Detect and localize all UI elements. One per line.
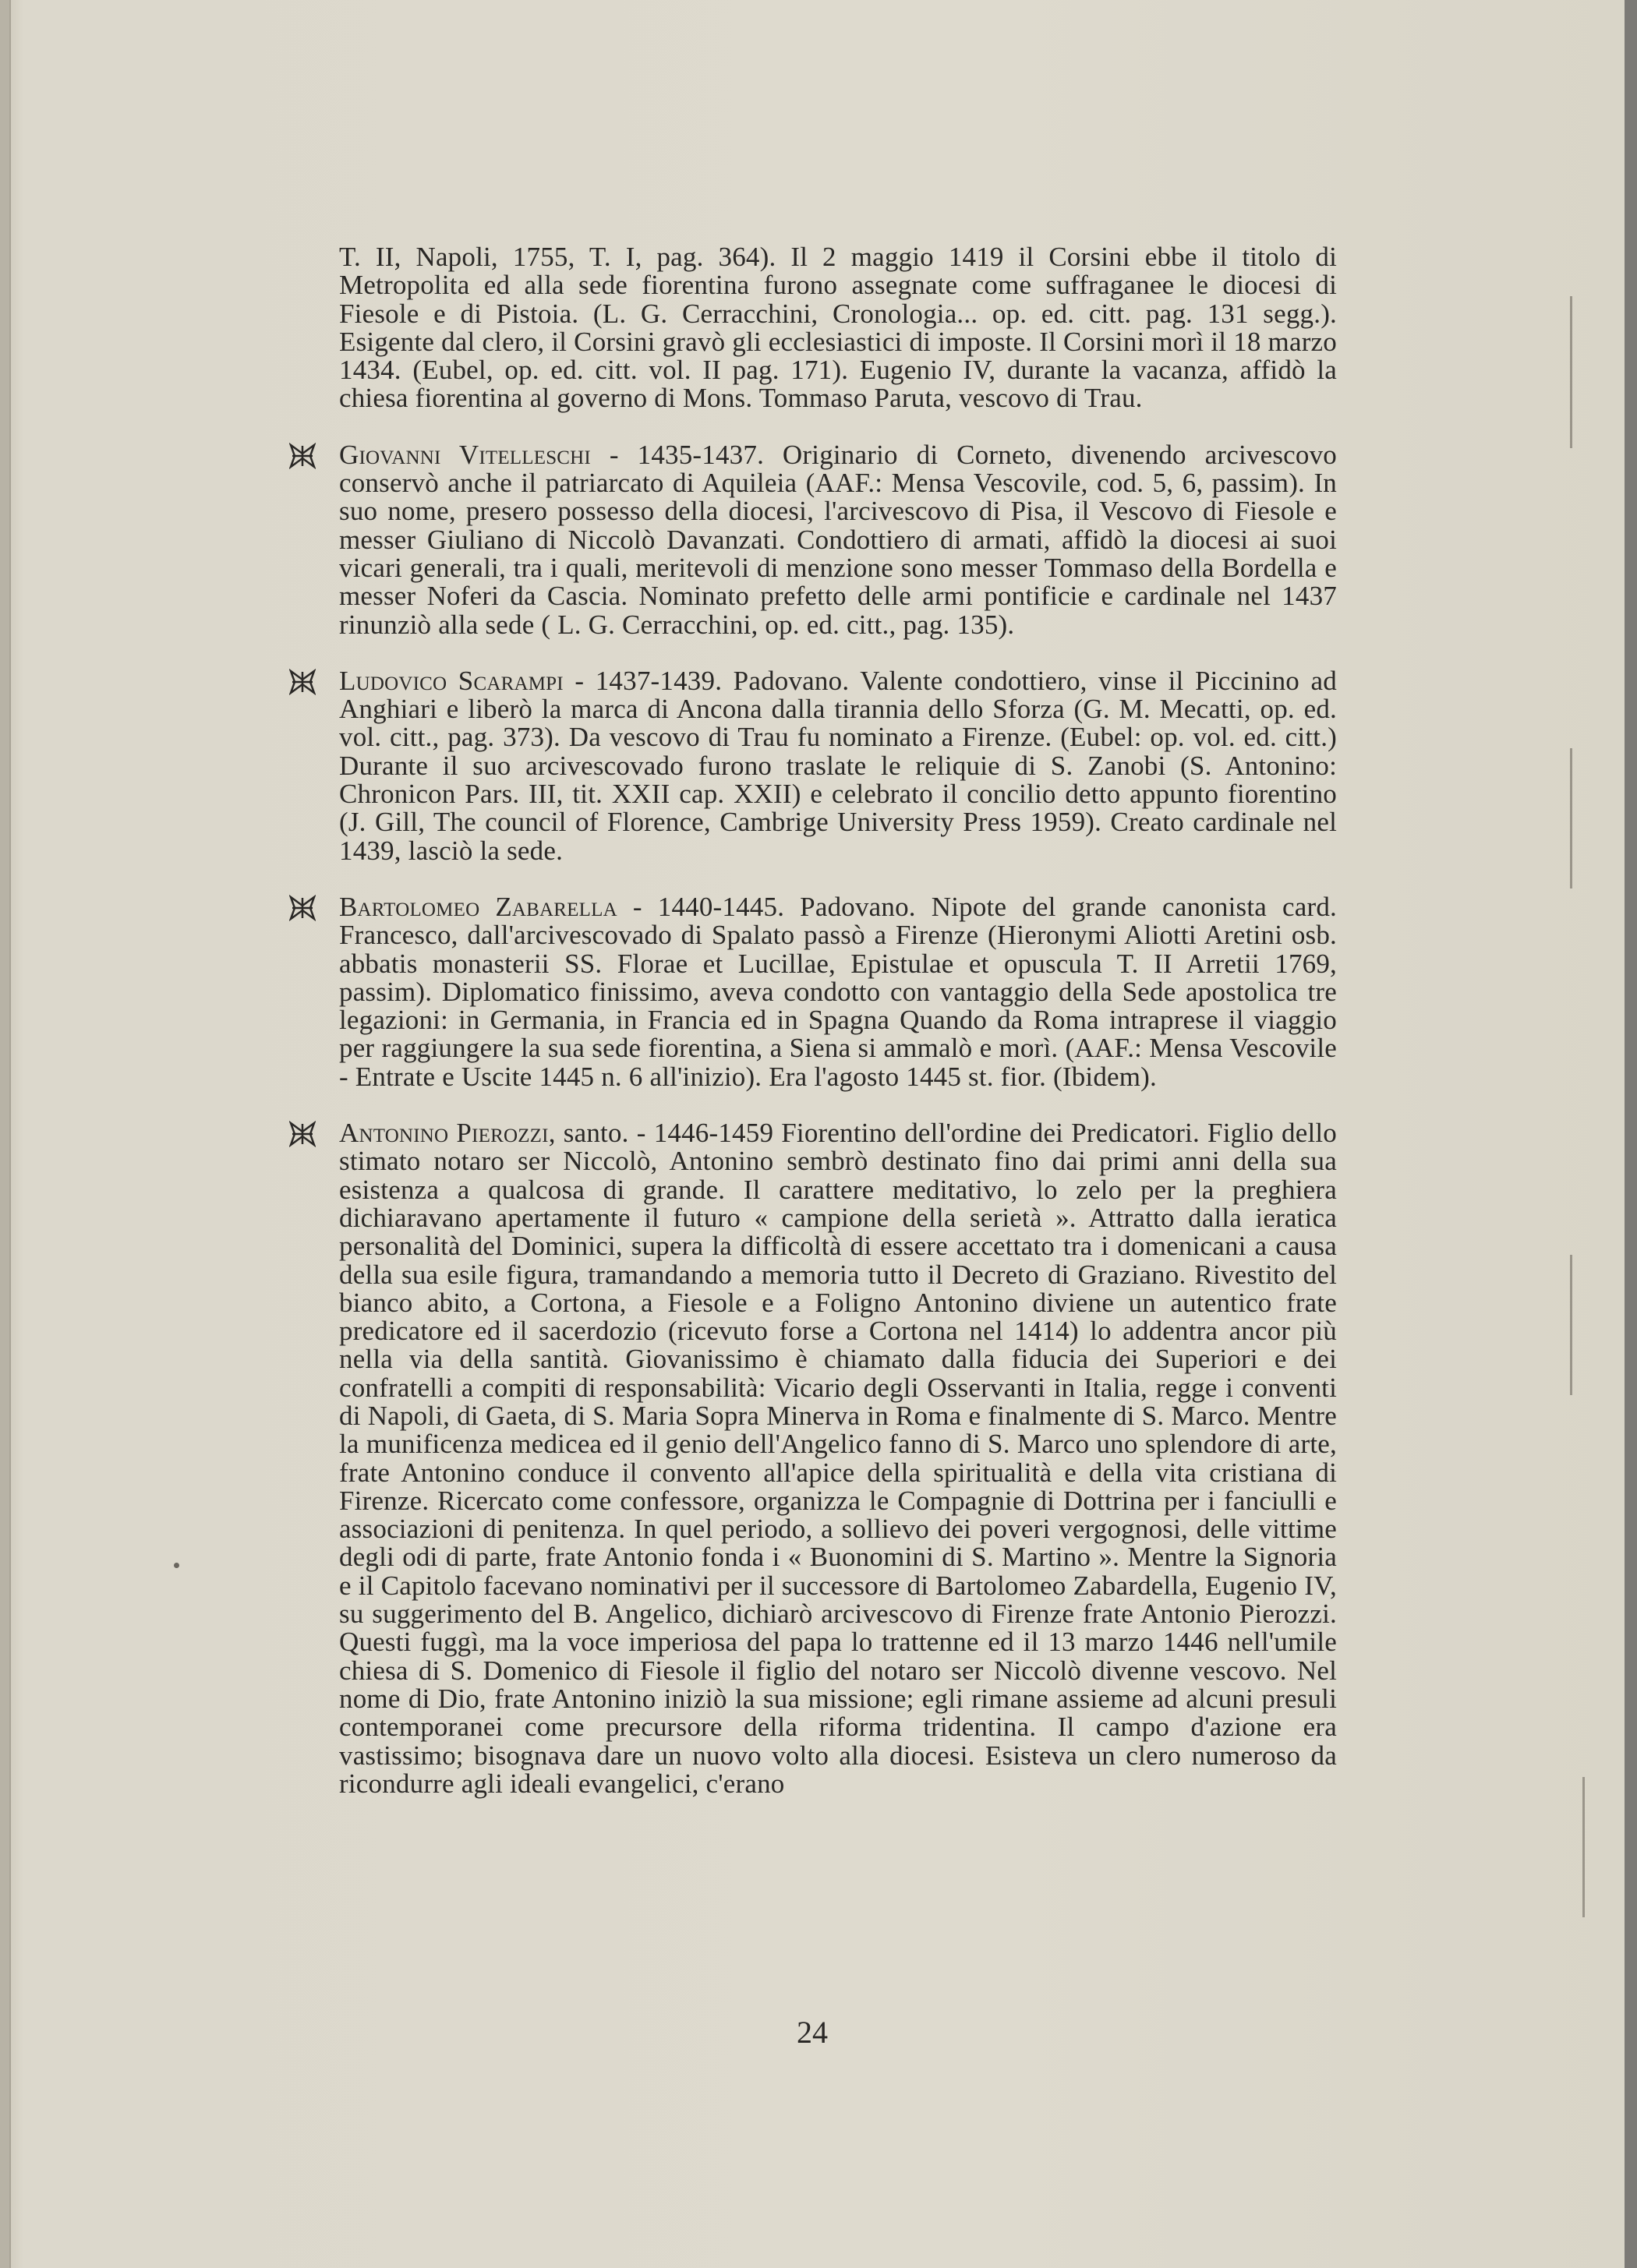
margin-rule	[1582, 1777, 1585, 1917]
maltese-cross-icon	[289, 669, 316, 695]
entry-pierozzi	[339, 1119, 1337, 1798]
maltese-cross-icon	[289, 895, 316, 921]
entry-scarampi	[339, 667, 1337, 865]
intro-paragraph: T. II, Napoli, 1755, T. I, pag. 364). Il 2 maggio 1419 il Corsini ebbe il titolo di Metropolita ed alla sede fiorentina furono assegnate come suffraganee le diocesi di Fiesole e di Pistoia. (L. G. Cerracchini, Cronologia... op. ed. citt. pag. 131 segg.). Esigente dal clero, il Corsini gravò gli ecclesiastici di imposte. Il Corsini morì il 18 marzo 1434. (Eubel, op. ed. citt. vol. II pag. 171). Eugenio IV, durante la vacanza, affidò la chiesa fiorentina al governo di Mons. Tommaso Paruta, vescovo di Trau.	[339, 242, 1337, 414]
maltese-cross-icon	[289, 1121, 316, 1147]
entry-text: , santo. - 1446-1459 Fiorentino dell'ordine dei Predicatori. Figlio dello stimato notaro ser Niccolò, Antonino sembrò destinato fino dai primi anni della sua esistenza a qualcosa di grande. Il carattere meditativo, lo zelo per la preghiera dichiaravano apertamente il futuro « campione della serietà ». Attratto dalla ieratica personalità del Dominici, supera la difficoltà di essere accettato tra i domenicani a causa della sua esile figura, tramandando a memoria tutto il Decreto di Graziano. Rivestito del bianco abito, a Cortona, a Fiesole e a Foligno Antonino diviene un autentico frate predicatore ed il sacerdozio (ricevuto forse a Cortona nel 1414) lo addentra ancor più nella via della santità. Giovanissimo è chiamato dalla fiducia dei Superiori e dei confratelli a compiti di responsabilità: Vicario degli Osservanti in Italia, regge i conventi di Napoli, di Gaeta, di S. Maria Sopra Minerva in Roma e finalmente di S. Marco. Mentre la munificenza medicea ed il genio dell'Angelico fanno di S. Marco uno splendore di arte, frate Antonino conduce il convento all'apice della spiritualità e della vita cristiana di Firenze. Ricercato come confessore, organizza le Compagnie di Dottrina per i fanciulli e associazioni di penitenza. In quel periodo, a sollievo dei poveri vergognosi, delle vittime degli odi di parte, frate Antonio fonda i « Buonomini di S. Martino ». Mentre la Signoria e il Capitolo facevano nominativi per il successore di Bartolomeo Zabardella, Eugenio IV, su suggerimento del B. Angelico, dichiarò arcivescovo di Firenze frate Antonio Pierozzi. Questi fuggì, ma la voce imperiosa del papa lo trattenne ed il 13 marzo 1446 nell'umile chiesa di S. Domenico di Fiesole il figlio del notaro ser Niccolò divenne vescovo. Nel nome di Dio, frate Antonino iniziò la sua missione; egli rimane assieme ad alcuni presuli contemporanei come precursore della riforma tridentina. Il campo d'azione era vastissimo; bisognava dare un nuovo volto alla diocesi. Esisteva un clero numeroso da ricondurre agli ideali evangelici, c'erano	[339, 1118, 1338, 1799]
entry-name: Ludovico Scarampi	[339, 665, 564, 696]
margin-dot	[174, 1563, 179, 1568]
maltese-cross-icon	[289, 443, 316, 469]
entry-name: Giovanni Vitelleschi	[339, 439, 591, 470]
margin-rule	[1570, 296, 1572, 448]
margin-rule	[1570, 748, 1572, 888]
entry-text: - 1435-1437. Originario di Corneto, divenendo arcivescovo conservò anche il patriarcato di Aquileia (AAF.: Mensa Vescovile, cod. 5, 6, passim). In suo nome, presero possesso della diocesi, l'arcivescovo di Pisa, il Vescovo di Fiesole e messer Giuliano di Niccolò Davanzati. Condottiero di armati, affidò la diocesi ai suoi vicari generali, tra i quali, meritevoli di menzione sono messer Tommaso della Bordella e messer Noferi da Cascia. Nominato prefetto delle armi pontificie e cardinale nel 1437 rinunziò alla sede ( L. G. Cerracchini, op. ed. citt., pag. 135).	[339, 439, 1337, 640]
entry-zabarella	[339, 893, 1337, 1091]
entry-name: Antonino Pierozzi	[339, 1118, 549, 1149]
entry-name: Bartolomeo Zabarella	[339, 891, 617, 922]
entry-text: - 1440-1445. Padovano. Nipote del grande canonista card. Francesco, dall'arcivescovado di Spalato passò a Firenze (Hieronymi Aliotti Aretini osb. abbatis monasterii SS. Florae et Lucillae, Epistulae et opuscula T. II Arretii 1769, passim). Diplomatico finissimo, aveva condotto con vantaggio della Sede apostolica tre legazioni: in Germania, in Francia ed in Spagna Quando da Roma intraprese il viaggio per raggiungere la sua sede fiorentina, a Siena si ammalò e morì. (AAF.: Mensa Vescovile - Entrate e Uscite 1445 n. 6 all'inizio). Era l'agosto 1445 st. fior. (Ibidem).	[339, 891, 1338, 1092]
page-binding-edge	[0, 0, 11, 2268]
page-number: 24	[797, 2015, 828, 2050]
page-text	[339, 243, 1337, 1798]
entry-vitelleschi	[339, 441, 1337, 639]
scan-border	[1625, 0, 1637, 2268]
margin-rule	[1570, 1255, 1572, 1395]
entry-text: - 1437-1439. Padovano. Valente condottiero, vinse il Piccinino ad Anghiari e liberò la marca di Ancona dalla tirannia dello Sforza (G. M. Mecatti, op. ed. vol. citt., pag. 373). Da vescovo di Trau fu nominato a Firenze. (Eubel: op. vol. ed. citt.) Durante il suo arcivescovado furono traslate le reliquie di S. Zanobi (S. Antonino: Chronicon Pars. III, tit. XXII cap. XXII) e celebrato il concilio detto appunto fiorentino (J. Gill, The council of Florence, Cambrige University Press 1959). Creato cardinale nel 1439, lasciò la sede.	[339, 665, 1337, 866]
